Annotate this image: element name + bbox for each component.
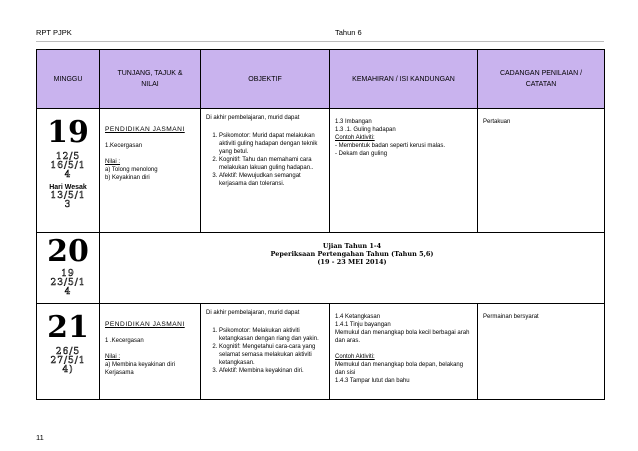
document-header-left: RPT PJPK (36, 28, 72, 37)
week-date: 26/5 (55, 347, 81, 357)
table-header-row (37, 50, 605, 109)
nilai-item: Kerjasama (105, 370, 134, 376)
kemahiran-line: - Dekam dan guling (335, 151, 388, 157)
week-date: 12/5 (55, 152, 81, 162)
kemahiran-line: Contoh Aktiviti: (335, 135, 375, 141)
objektif-list (206, 327, 324, 375)
week-date: 23/5/1 (50, 278, 86, 288)
week-cell (37, 109, 100, 233)
kemahiran-line: 1.4.1 Tinju bayangan (335, 322, 391, 328)
cadangan-text: Permainan bersyarat (483, 314, 539, 320)
week-number: 21 (47, 310, 89, 345)
nilai-label: Nilai : (105, 159, 121, 165)
table-row (37, 233, 605, 304)
week-cell (37, 304, 100, 400)
header-tunjang: TUNJANG, TAJUK & NILAI (100, 50, 201, 109)
cadangan-cell (478, 304, 605, 400)
objektif-intro: Di akhir pembelajaran, murid dapat (206, 115, 300, 121)
nilai-item: a) Tolong menolong (105, 167, 158, 173)
objektif-cell (201, 304, 330, 400)
subject-title: PENDIDIKAN JASMANI (105, 321, 185, 328)
week-number: 19 (47, 115, 89, 150)
header-divider (36, 41, 604, 42)
table-row (37, 109, 605, 233)
nilai-item: b) Keyakinan diri (105, 175, 150, 181)
kemahiran-cell (330, 109, 478, 233)
kemahiran-line: Memukul dan menangkap bola depan, belakang dan sisi (335, 362, 464, 376)
objektif-cell (201, 109, 330, 233)
kemahiran-line: 1.3 Imbangan (335, 119, 372, 125)
exam-line-3: (19 - 23 MEI 2014) (317, 258, 387, 266)
week-date: 4) (62, 365, 74, 375)
kemahiran-line: 1.4 Ketangkasan (335, 314, 381, 320)
cadangan-text: Pertakuan (483, 119, 511, 125)
objektif-list (206, 132, 324, 188)
week-date: 16/5/1 (50, 161, 86, 171)
list-item: 2. Kognitif: Tahu dan memahami cara melakukan lakuan guling hadapan.. (219, 156, 324, 172)
kemahiran-line: Memukul dan menangkap bola kecil berbagai arah dan aras. (335, 330, 470, 344)
topic: 1.Kecergasan (105, 143, 143, 149)
exam-line-2: Peperiksaan Pertengahan Tahun (Tahun 5,6) (270, 250, 434, 258)
subject-title: PENDIDIKAN JASMANI (105, 126, 185, 133)
list-item: 2. Kognitif: Mengetahui cara-cara yang selamat semasa melakukan aktiviti ketangkasan. (219, 343, 324, 367)
topic: 1 .Kecergasan (105, 338, 144, 344)
week-date: 4 (64, 287, 72, 297)
cadangan-cell (478, 109, 605, 233)
kemahiran-cell (330, 304, 478, 400)
nilai-label: Nilai : (105, 354, 121, 360)
kemahiran-line: Contoh Aktiviti: (335, 354, 375, 360)
tunjang-cell (100, 109, 201, 233)
header-minggu: MINGGU (37, 50, 100, 109)
holiday-note: Hari Wesak (49, 184, 87, 191)
list-item: 1. Psikomotor: Melakukan aktiviti ketangkasan dengan riang dan yakin. (219, 327, 324, 343)
tunjang-cell (100, 304, 201, 400)
list-item: 3. Afektif: Membina keyakinan diri. (219, 367, 324, 375)
header-objektif: OBJEKTIF (201, 50, 330, 109)
kemahiran-line: - Membentuk badan seperti kerusi malas. (335, 143, 446, 149)
week-date: 4 (64, 170, 72, 180)
exam-cell (100, 233, 605, 304)
holiday-date: 3 (64, 200, 72, 210)
header-kemahiran: KEMAHIRAN / ISI KANDUNGAN (330, 50, 478, 109)
week-date: 27/5/1 (50, 356, 86, 366)
exam-line-1: Ujian Tahun 1-4 (322, 242, 382, 250)
week-number: 20 (47, 234, 89, 269)
list-item: 3. Afektif: Mewujudkan semangat kerjasama dan toleransi. (219, 172, 324, 188)
page-number: 11 (36, 433, 44, 442)
week-cell (37, 233, 100, 304)
objektif-intro: Di akhir pembelajaran, murid dapat (206, 310, 300, 316)
week-date: 19 (61, 269, 75, 279)
holiday-date: 13/5/1 (50, 191, 86, 201)
nilai-item: a) Membina keyakinan diri (105, 362, 176, 368)
table-row (37, 304, 605, 400)
kemahiran-line: 1.3 .1. Guling hadapan (335, 127, 396, 133)
lesson-plan-table (36, 49, 605, 400)
document-header-center: Tahun 6 (335, 28, 362, 37)
list-item: 1. Psikomotor: Murid dapat melakukan aktiviti guling hadapan dengan teknik yang betul. (219, 132, 324, 156)
kemahiran-line: 1.4.3 Tampar lutut dan bahu (335, 378, 410, 384)
header-cadangan: CADANGAN PENILAIAN / CATATAN (478, 50, 605, 109)
